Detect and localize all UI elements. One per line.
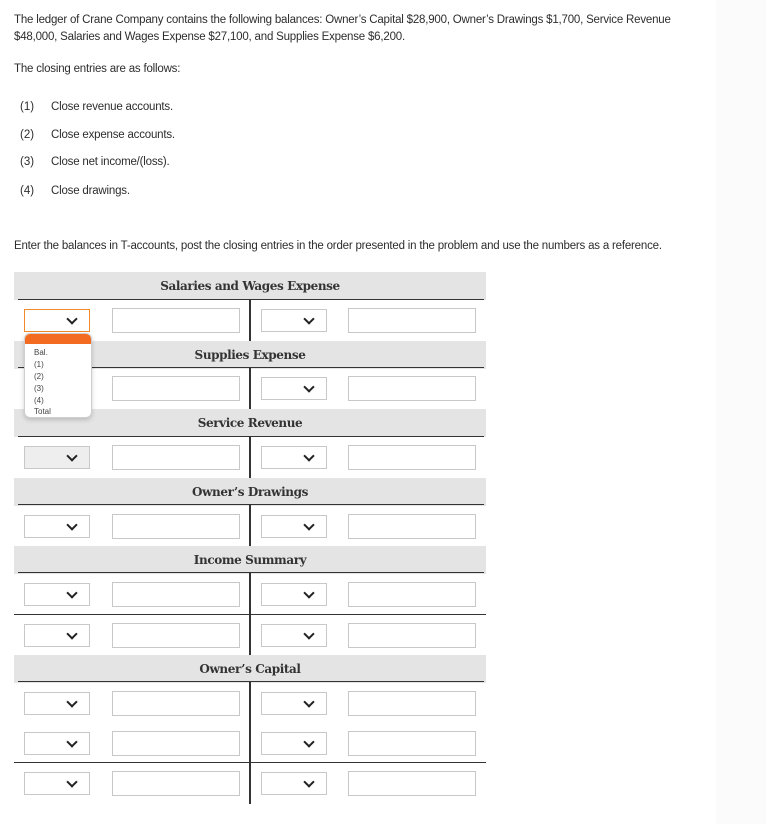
instruction-text: Enter the balances in T-accounts, post the closing entries in the order presented in the problem and use the numbers as a reference. bbox=[14, 240, 662, 252]
dropdown-option[interactable]: (2) bbox=[34, 372, 44, 381]
credit-label-dropdown[interactable] bbox=[261, 692, 327, 715]
dropdown-option[interactable]: Bal. bbox=[34, 348, 48, 357]
debit-label-dropdown[interactable] bbox=[24, 732, 90, 755]
t-account-horizontal-line bbox=[18, 681, 484, 682]
t-account-title: Salaries and Wages Expense bbox=[160, 279, 340, 293]
problem-intro-line2: $48,000, Salaries and Wages Expense $27,100, and Supplies Expense $6,200. bbox=[14, 31, 405, 43]
t-account-title: Owner’s Drawings bbox=[192, 485, 308, 499]
problem-intro-line1: The ledger of Crane Company contains the following balances: Owner’s Capital $28,900, Owner’s Drawings $1,700, Service Revenue bbox=[14, 14, 671, 26]
chevron-down-icon bbox=[66, 587, 77, 598]
debit-total-label-dropdown[interactable] bbox=[24, 772, 90, 795]
debit-label-dropdown[interactable] bbox=[24, 583, 90, 606]
debit-label-dropdown[interactable] bbox=[24, 515, 90, 538]
t-account-vertical-line bbox=[249, 299, 251, 343]
step-number: (2) bbox=[20, 129, 35, 141]
chevron-down-icon bbox=[66, 736, 77, 747]
debit-amount-input[interactable] bbox=[112, 582, 240, 607]
debit-amount-input[interactable] bbox=[112, 691, 240, 716]
credit-total-label-dropdown[interactable] bbox=[261, 624, 327, 647]
t-account-title: Owner’s Capital bbox=[199, 662, 301, 676]
t-account-header bbox=[14, 478, 486, 506]
debit-label-dropdown[interactable] bbox=[24, 309, 90, 332]
dropdown-option[interactable]: Total bbox=[34, 407, 51, 416]
t-account-vertical-line bbox=[249, 367, 251, 411]
dropdown-options-menu bbox=[24, 333, 92, 418]
debit-amount-input[interactable] bbox=[112, 514, 240, 539]
dropdown-option[interactable]: (1) bbox=[34, 360, 44, 369]
credit-amount-input[interactable] bbox=[348, 514, 476, 539]
credit-amount-input[interactable] bbox=[348, 691, 476, 716]
chevron-down-icon bbox=[66, 628, 77, 639]
t-account-title: Supplies Expense bbox=[194, 348, 306, 362]
chevron-down-icon bbox=[66, 776, 77, 787]
credit-amount-input[interactable] bbox=[348, 376, 476, 401]
credit-amount-input[interactable] bbox=[348, 445, 476, 470]
total-rule-line bbox=[14, 762, 486, 763]
chevron-down-icon bbox=[303, 696, 314, 707]
debit-amount-input[interactable] bbox=[112, 376, 240, 401]
chevron-down-icon bbox=[303, 519, 314, 530]
debit-amount-input[interactable] bbox=[112, 445, 240, 470]
credit-amount-input[interactable] bbox=[348, 731, 476, 756]
debit-total-input[interactable] bbox=[112, 623, 240, 648]
highlighted-option[interactable] bbox=[25, 334, 91, 344]
debit-label-dropdown[interactable] bbox=[24, 692, 90, 715]
chevron-down-icon bbox=[66, 519, 77, 530]
chevron-down-icon bbox=[303, 736, 314, 747]
chevron-down-icon bbox=[303, 450, 314, 461]
step-number: (3) bbox=[20, 156, 35, 168]
credit-total-input[interactable] bbox=[348, 623, 476, 648]
debit-total-label-dropdown[interactable] bbox=[24, 624, 90, 647]
credit-amount-input[interactable] bbox=[348, 582, 476, 607]
t-account-title: Income Summary bbox=[193, 553, 307, 567]
t-account-header bbox=[14, 655, 486, 683]
chevron-down-icon bbox=[66, 696, 77, 707]
step-text: Close net income/(loss). bbox=[51, 156, 170, 168]
credit-label-dropdown[interactable] bbox=[261, 583, 327, 606]
credit-amount-input[interactable] bbox=[348, 308, 476, 333]
credit-label-dropdown[interactable] bbox=[261, 446, 327, 469]
chevron-down-icon bbox=[66, 313, 77, 324]
debit-amount-input[interactable] bbox=[112, 308, 240, 333]
chevron-down-icon bbox=[303, 776, 314, 787]
credit-label-dropdown[interactable] bbox=[261, 515, 327, 538]
t-account-horizontal-line bbox=[18, 572, 484, 573]
credit-label-dropdown[interactable] bbox=[261, 309, 327, 332]
step-number: (4) bbox=[20, 185, 35, 197]
debit-amount-input[interactable] bbox=[112, 731, 240, 756]
step-text: Close revenue accounts. bbox=[51, 101, 173, 113]
t-account-header bbox=[14, 272, 486, 300]
chevron-down-icon bbox=[303, 587, 314, 598]
total-rule-line bbox=[14, 614, 486, 615]
t-account-title: Service Revenue bbox=[197, 416, 303, 430]
t-account-header bbox=[14, 546, 486, 574]
credit-total-label-dropdown[interactable] bbox=[261, 772, 327, 795]
debit-total-input[interactable] bbox=[112, 771, 240, 796]
chevron-down-icon bbox=[303, 628, 314, 639]
chevron-down-icon bbox=[66, 450, 77, 461]
chevron-down-icon bbox=[303, 381, 314, 392]
credit-label-dropdown[interactable] bbox=[261, 377, 327, 400]
closing-intro: The closing entries are as follows: bbox=[14, 63, 181, 75]
credit-label-dropdown[interactable] bbox=[261, 732, 327, 755]
t-account-vertical-line bbox=[249, 504, 251, 548]
dropdown-option[interactable]: (3) bbox=[34, 384, 44, 393]
chevron-down-icon bbox=[303, 313, 314, 324]
credit-total-input[interactable] bbox=[348, 771, 476, 796]
debit-label-dropdown[interactable] bbox=[24, 446, 90, 469]
t-account-horizontal-line bbox=[18, 436, 484, 437]
t-account-vertical-line bbox=[249, 681, 251, 804]
dropdown-option[interactable]: (4) bbox=[34, 396, 44, 405]
step-text: Close expense accounts. bbox=[51, 129, 175, 141]
t-account-horizontal-line bbox=[18, 504, 484, 505]
t-account-horizontal-line bbox=[18, 299, 484, 300]
step-text: Close drawings. bbox=[51, 185, 130, 197]
step-number: (1) bbox=[20, 101, 35, 113]
t-account-vertical-line bbox=[249, 436, 251, 480]
